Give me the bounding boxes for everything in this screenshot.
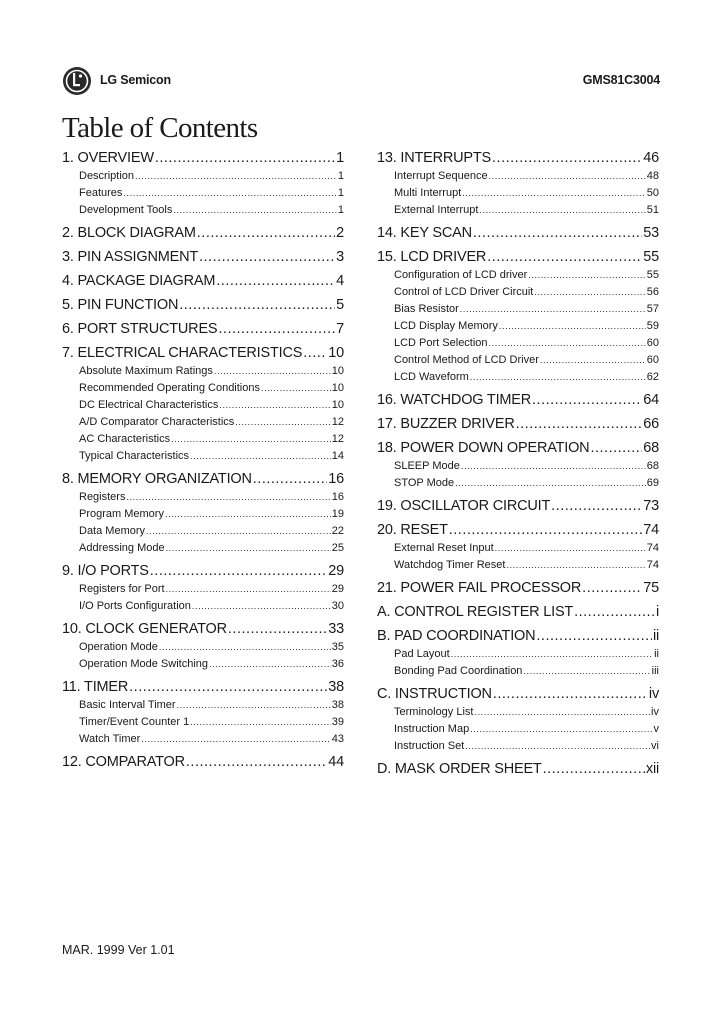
entry-label: 4. PACKAGE DIAGRAM [62,273,216,289]
entry-label: C. INSTRUCTION [377,686,492,702]
entry-page-number: 69 [646,477,659,489]
toc-section-entry[interactable] [377,267,659,284]
dot-leader [528,267,645,284]
dot-leader [532,390,642,410]
entry-label: Interrupt Sequence [394,170,488,182]
entry-page-number: 56 [646,286,659,298]
toc-section-entry[interactable] [62,506,344,523]
entry-page-number: 59 [646,320,659,332]
entry-page-number: 10 [331,382,344,394]
toc-chapter-entry[interactable] [62,343,344,363]
dot-leader [123,185,336,202]
toc-section-entry[interactable] [62,656,344,673]
entry-page-number: 35 [331,641,344,653]
dot-leader [551,496,642,516]
lg-logo-icon [62,66,92,96]
entry-label: Instruction Set [394,740,465,752]
toc-right-column [377,148,659,779]
entry-label: 21. POWER FAIL PROCESSOR [377,580,582,596]
entry-label: AC Characteristics [79,433,171,445]
entry-page-number: ii [652,628,659,644]
toc-chapter-entry[interactable] [377,390,659,410]
toc-section-entry[interactable] [377,185,659,202]
dot-leader [159,639,331,656]
toc-section-entry[interactable] [62,489,344,506]
entry-page-number: v [653,723,659,735]
entry-label: Watch Timer [79,733,141,745]
toc-section-entry[interactable] [377,301,659,318]
entry-label: STOP Mode [394,477,455,489]
entry-label: Pad Layout [394,648,450,660]
entry-page-number: 60 [646,354,659,366]
dot-leader [197,223,335,243]
dot-leader [235,414,330,431]
entry-label: 7. ELECTRICAL CHARACTERISTICS [62,345,303,361]
entry-label: Control Method of LCD Driver [394,354,539,366]
entry-label: 13. INTERRUPTS [377,150,492,166]
dot-leader [590,438,642,458]
dot-leader [216,271,335,291]
entry-page-number: 74 [643,522,659,538]
dot-leader [574,602,655,622]
dot-leader [199,247,335,267]
entry-page-number: 44 [328,754,344,770]
entry-label: SLEEP Mode [394,460,460,472]
entry-page-number: 10 [331,365,344,377]
entry-page-number: 64 [643,392,659,408]
entry-page-number: 30 [331,600,344,612]
dot-leader [536,626,652,646]
toc-section-entry[interactable] [377,738,659,755]
dot-leader [135,168,337,185]
entry-page-number: iv [648,686,659,702]
entry-page-number: 55 [643,249,659,265]
entry-label: Basic Interval Timer [79,699,176,711]
dot-leader [173,202,337,219]
entry-label: 9. I/O PORTS [62,563,149,579]
toc-section-entry[interactable] [377,663,659,680]
entry-page-number: vi [651,740,659,752]
toc-section-entry[interactable] [62,714,344,731]
dot-leader [489,168,646,185]
entry-label: 16. WATCHDOG TIMER [377,392,532,408]
entry-page-number: 33 [328,621,344,637]
entry-label: DC Electrical Characteristics [79,399,219,411]
toc-chapter-entry[interactable] [377,438,659,458]
toc-section-entry[interactable] [62,431,344,448]
dot-leader [455,475,646,492]
entry-page-number: 46 [643,150,659,166]
toc-section-entry[interactable] [377,352,659,369]
toc-section-entry[interactable] [377,557,659,574]
dot-leader [146,523,331,540]
entry-label: B. PAD COORDINATION [377,628,536,644]
company-name: LG Semicon [100,73,171,87]
entry-label: Watchdog Timer Reset [394,559,506,571]
entry-page-number: 60 [646,337,659,349]
dot-leader [141,731,330,748]
dot-leader [228,619,327,639]
dot-leader [303,343,327,363]
dot-leader [261,380,331,397]
entry-page-number: 22 [331,525,344,537]
entry-label: Addressing Mode [79,542,165,554]
dot-leader [126,489,330,506]
dot-leader [190,448,331,465]
entry-page-number: 66 [643,416,659,432]
entry-label: 17. BUZZER DRIVER [377,416,515,432]
entry-label: Absolute Maximum Ratings [79,365,213,377]
entry-page-number: 57 [646,303,659,315]
entry-label: Registers [79,491,126,503]
toc-chapter-entry[interactable] [62,271,344,291]
dot-leader [166,581,331,598]
dot-leader [487,247,642,267]
entry-label: LCD Waveform [394,371,469,383]
entry-label: Registers for Port [79,583,165,595]
toc-section-entry[interactable] [62,202,344,219]
entry-label: Program Memory [79,508,164,520]
entry-label: 5. PIN FUNCTION [62,297,179,313]
dot-leader [150,561,327,581]
entry-label: 11. TIMER [62,679,129,695]
entry-page-number: 10 [328,345,344,361]
entry-label: I/O Ports Configuration [79,600,191,612]
entry-page-number: 10 [331,399,344,411]
dot-leader [186,752,327,772]
entry-page-number: 12 [331,416,344,428]
dot-leader [495,540,646,557]
entry-page-number: 12 [331,433,344,445]
toc-chapter-entry[interactable] [377,223,659,243]
dot-leader [165,506,331,523]
toc-section-entry[interactable] [62,168,344,185]
entry-label: LCD Port Selection [394,337,488,349]
toc-section-entry[interactable] [62,598,344,615]
entry-label: 20. RESET [377,522,448,538]
toc-section-entry[interactable] [377,646,659,663]
dot-leader [465,738,650,755]
entry-label: 18. POWER DOWN OPERATION [377,440,590,456]
toc-section-entry[interactable] [62,639,344,656]
entry-page-number: 1 [337,204,344,216]
entry-label: Features [79,187,123,199]
entry-label: Configuration of LCD driver [394,269,528,281]
toc-section-entry[interactable] [62,540,344,557]
entry-label: Description [79,170,135,182]
toc-chapter-entry[interactable] [62,752,344,772]
toc-chapter-entry[interactable] [62,247,344,267]
entry-page-number: iv [651,706,659,718]
entry-page-number: 68 [646,460,659,472]
toc-chapter-entry[interactable] [377,578,659,598]
entry-label: Terminology List [394,706,474,718]
entry-page-number: 39 [331,716,344,728]
toc-chapter-entry[interactable] [62,561,344,581]
page-title: Table of Contents [62,112,258,144]
toc-section-entry[interactable] [377,284,659,301]
entry-label: Instruction Map [394,723,470,735]
entry-label: A/D Comparator Characteristics [79,416,235,428]
entry-page-number: 5 [336,297,344,313]
dot-leader [451,646,653,663]
dot-leader [523,663,650,680]
toc-section-entry[interactable] [377,202,659,219]
entry-page-number: 7 [336,321,344,337]
toc-chapter-entry[interactable] [377,414,659,434]
toc-chapter-entry[interactable] [62,295,344,315]
dot-leader [129,677,327,697]
toc-section-entry[interactable] [377,369,659,386]
toc-section-entry[interactable] [377,540,659,557]
toc-section-entry[interactable] [62,523,344,540]
toc-chapter-entry[interactable] [62,677,344,697]
entry-label: 6. PORT STRUCTURES [62,321,218,337]
entry-label: D. MASK ORDER SHEET [377,761,542,777]
entry-label: 14. KEY SCAN [377,225,472,241]
page-header [62,64,660,100]
entry-label: 1. OVERVIEW [62,150,154,166]
toc-chapter-entry[interactable] [62,619,344,639]
entry-label: Timer/Event Counter 1 [79,716,190,728]
toc-section-entry[interactable] [377,318,659,335]
dot-leader [473,223,642,243]
toc-section-entry[interactable] [377,475,659,492]
toc-section-entry[interactable] [377,335,659,352]
entry-page-number: 16 [328,471,344,487]
entry-page-number: i [655,604,659,620]
toc-section-entry[interactable] [377,721,659,738]
entry-page-number: 25 [331,542,344,554]
toc-left-column [62,148,344,772]
dot-leader [462,185,646,202]
toc-chapter-entry[interactable] [377,247,659,267]
toc-section-entry[interactable] [62,448,344,465]
entry-page-number: 51 [646,204,659,216]
dot-leader [516,414,643,434]
dot-leader [190,714,331,731]
toc-section-entry[interactable] [62,414,344,431]
toc-chapter-entry[interactable] [377,602,659,622]
toc-section-entry[interactable] [62,397,344,414]
dot-leader [499,318,646,335]
toc-section-entry[interactable] [62,185,344,202]
entry-page-number: 2 [336,225,344,241]
dot-leader [209,656,331,673]
toc-chapter-entry[interactable] [377,520,659,540]
entry-page-number: 29 [331,583,344,595]
toc-section-entry[interactable] [62,363,344,380]
entry-label: Control of LCD Driver Circuit [394,286,534,298]
entry-page-number: 4 [336,273,344,289]
entry-page-number: 55 [646,269,659,281]
toc-section-entry[interactable] [62,380,344,397]
entry-label: Bonding Pad Coordination [394,665,523,677]
entry-page-number: 3 [336,249,344,265]
toc-section-entry[interactable] [377,704,659,721]
dot-leader [493,684,648,704]
entry-label: 15. LCD DRIVER [377,249,487,265]
entry-label: Multi Interrupt [394,187,462,199]
dot-leader [479,202,645,219]
dot-leader [460,301,646,318]
toc-chapter-entry[interactable] [377,684,659,704]
dot-leader [177,697,331,714]
toc-chapter-entry[interactable] [377,759,659,779]
toc-chapter-entry[interactable] [62,469,344,489]
entry-label: Bias Resistor [394,303,459,315]
entry-page-number: 19 [331,508,344,520]
entry-label: A. CONTROL REGISTER LIST [377,604,574,620]
entry-label: Typical Characteristics [79,450,190,462]
entry-page-number: 38 [331,699,344,711]
entry-page-number: 16 [331,491,344,503]
dot-leader [461,458,646,475]
dot-leader [470,721,652,738]
toc-chapter-entry[interactable] [377,626,659,646]
dot-leader [489,335,646,352]
toc-chapter-entry[interactable] [377,496,659,516]
toc-section-entry[interactable] [62,581,344,598]
dot-leader [474,704,650,721]
entry-label: External Interrupt [394,204,479,216]
entry-label: 8. MEMORY ORGANIZATION [62,471,252,487]
toc-section-entry[interactable] [62,731,344,748]
entry-page-number: 53 [643,225,659,241]
entry-label: 2. BLOCK DIAGRAM [62,225,196,241]
entry-page-number: ii [654,648,659,660]
dot-leader [492,148,642,168]
toc-section-entry[interactable] [62,697,344,714]
dot-leader [155,148,335,168]
entry-label: Data Memory [79,525,146,537]
toc-chapter-entry[interactable] [377,148,659,168]
dot-leader [218,319,335,339]
dot-leader [582,578,642,598]
dot-leader [534,284,645,301]
entry-page-number: iii [651,665,659,677]
dot-leader [192,598,331,615]
dot-leader [543,759,645,779]
toc-section-entry[interactable] [377,458,659,475]
dot-leader [540,352,646,369]
entry-label: Recommended Operating Conditions [79,382,260,394]
entry-label: LCD Display Memory [394,320,498,332]
entry-page-number: 50 [646,187,659,199]
entry-page-number: xii [645,761,659,777]
entry-label: 3. PIN ASSIGNMENT [62,249,198,265]
dot-leader [214,363,331,380]
toc-section-entry[interactable] [377,168,659,185]
entry-label: Operation Mode Switching [79,658,209,670]
entry-page-number: 75 [643,580,659,596]
entry-page-number: 1 [337,170,344,182]
footer-version: MAR. 1999 Ver 1.01 [62,943,175,957]
dot-leader [179,295,335,315]
entry-page-number: 14 [331,450,344,462]
entry-page-number: 1 [337,187,344,199]
entry-page-number: 73 [643,498,659,514]
entry-label: 12. COMPARATOR [62,754,185,770]
entry-page-number: 48 [646,170,659,182]
entry-label: Development Tools [79,204,173,216]
dot-leader [470,369,646,386]
entry-page-number: 74 [646,559,659,571]
entry-page-number: 36 [331,658,344,670]
entry-label: 10. CLOCK GENERATOR [62,621,227,637]
dot-leader [171,431,331,448]
entry-page-number: 62 [646,371,659,383]
dot-leader [219,397,330,414]
dot-leader [449,520,643,540]
entry-page-number: 29 [328,563,344,579]
document-id: GMS81C3004 [582,73,660,87]
entry-page-number: 43 [331,733,344,745]
toc-chapter-entry[interactable] [62,319,344,339]
entry-label: Operation Mode [79,641,158,653]
dot-leader [166,540,331,557]
entry-page-number: 38 [328,679,344,695]
toc-chapter-entry[interactable] [62,223,344,243]
entry-page-number: 74 [646,542,659,554]
entry-label: External Reset Input [394,542,494,554]
entry-label: 19. OSCILLATOR CIRCUIT [377,498,551,514]
entry-page-number: 1 [336,150,344,166]
dot-leader [506,557,645,574]
dot-leader [253,469,328,489]
entry-page-number: 68 [643,440,659,456]
toc-chapter-entry[interactable] [62,148,344,168]
